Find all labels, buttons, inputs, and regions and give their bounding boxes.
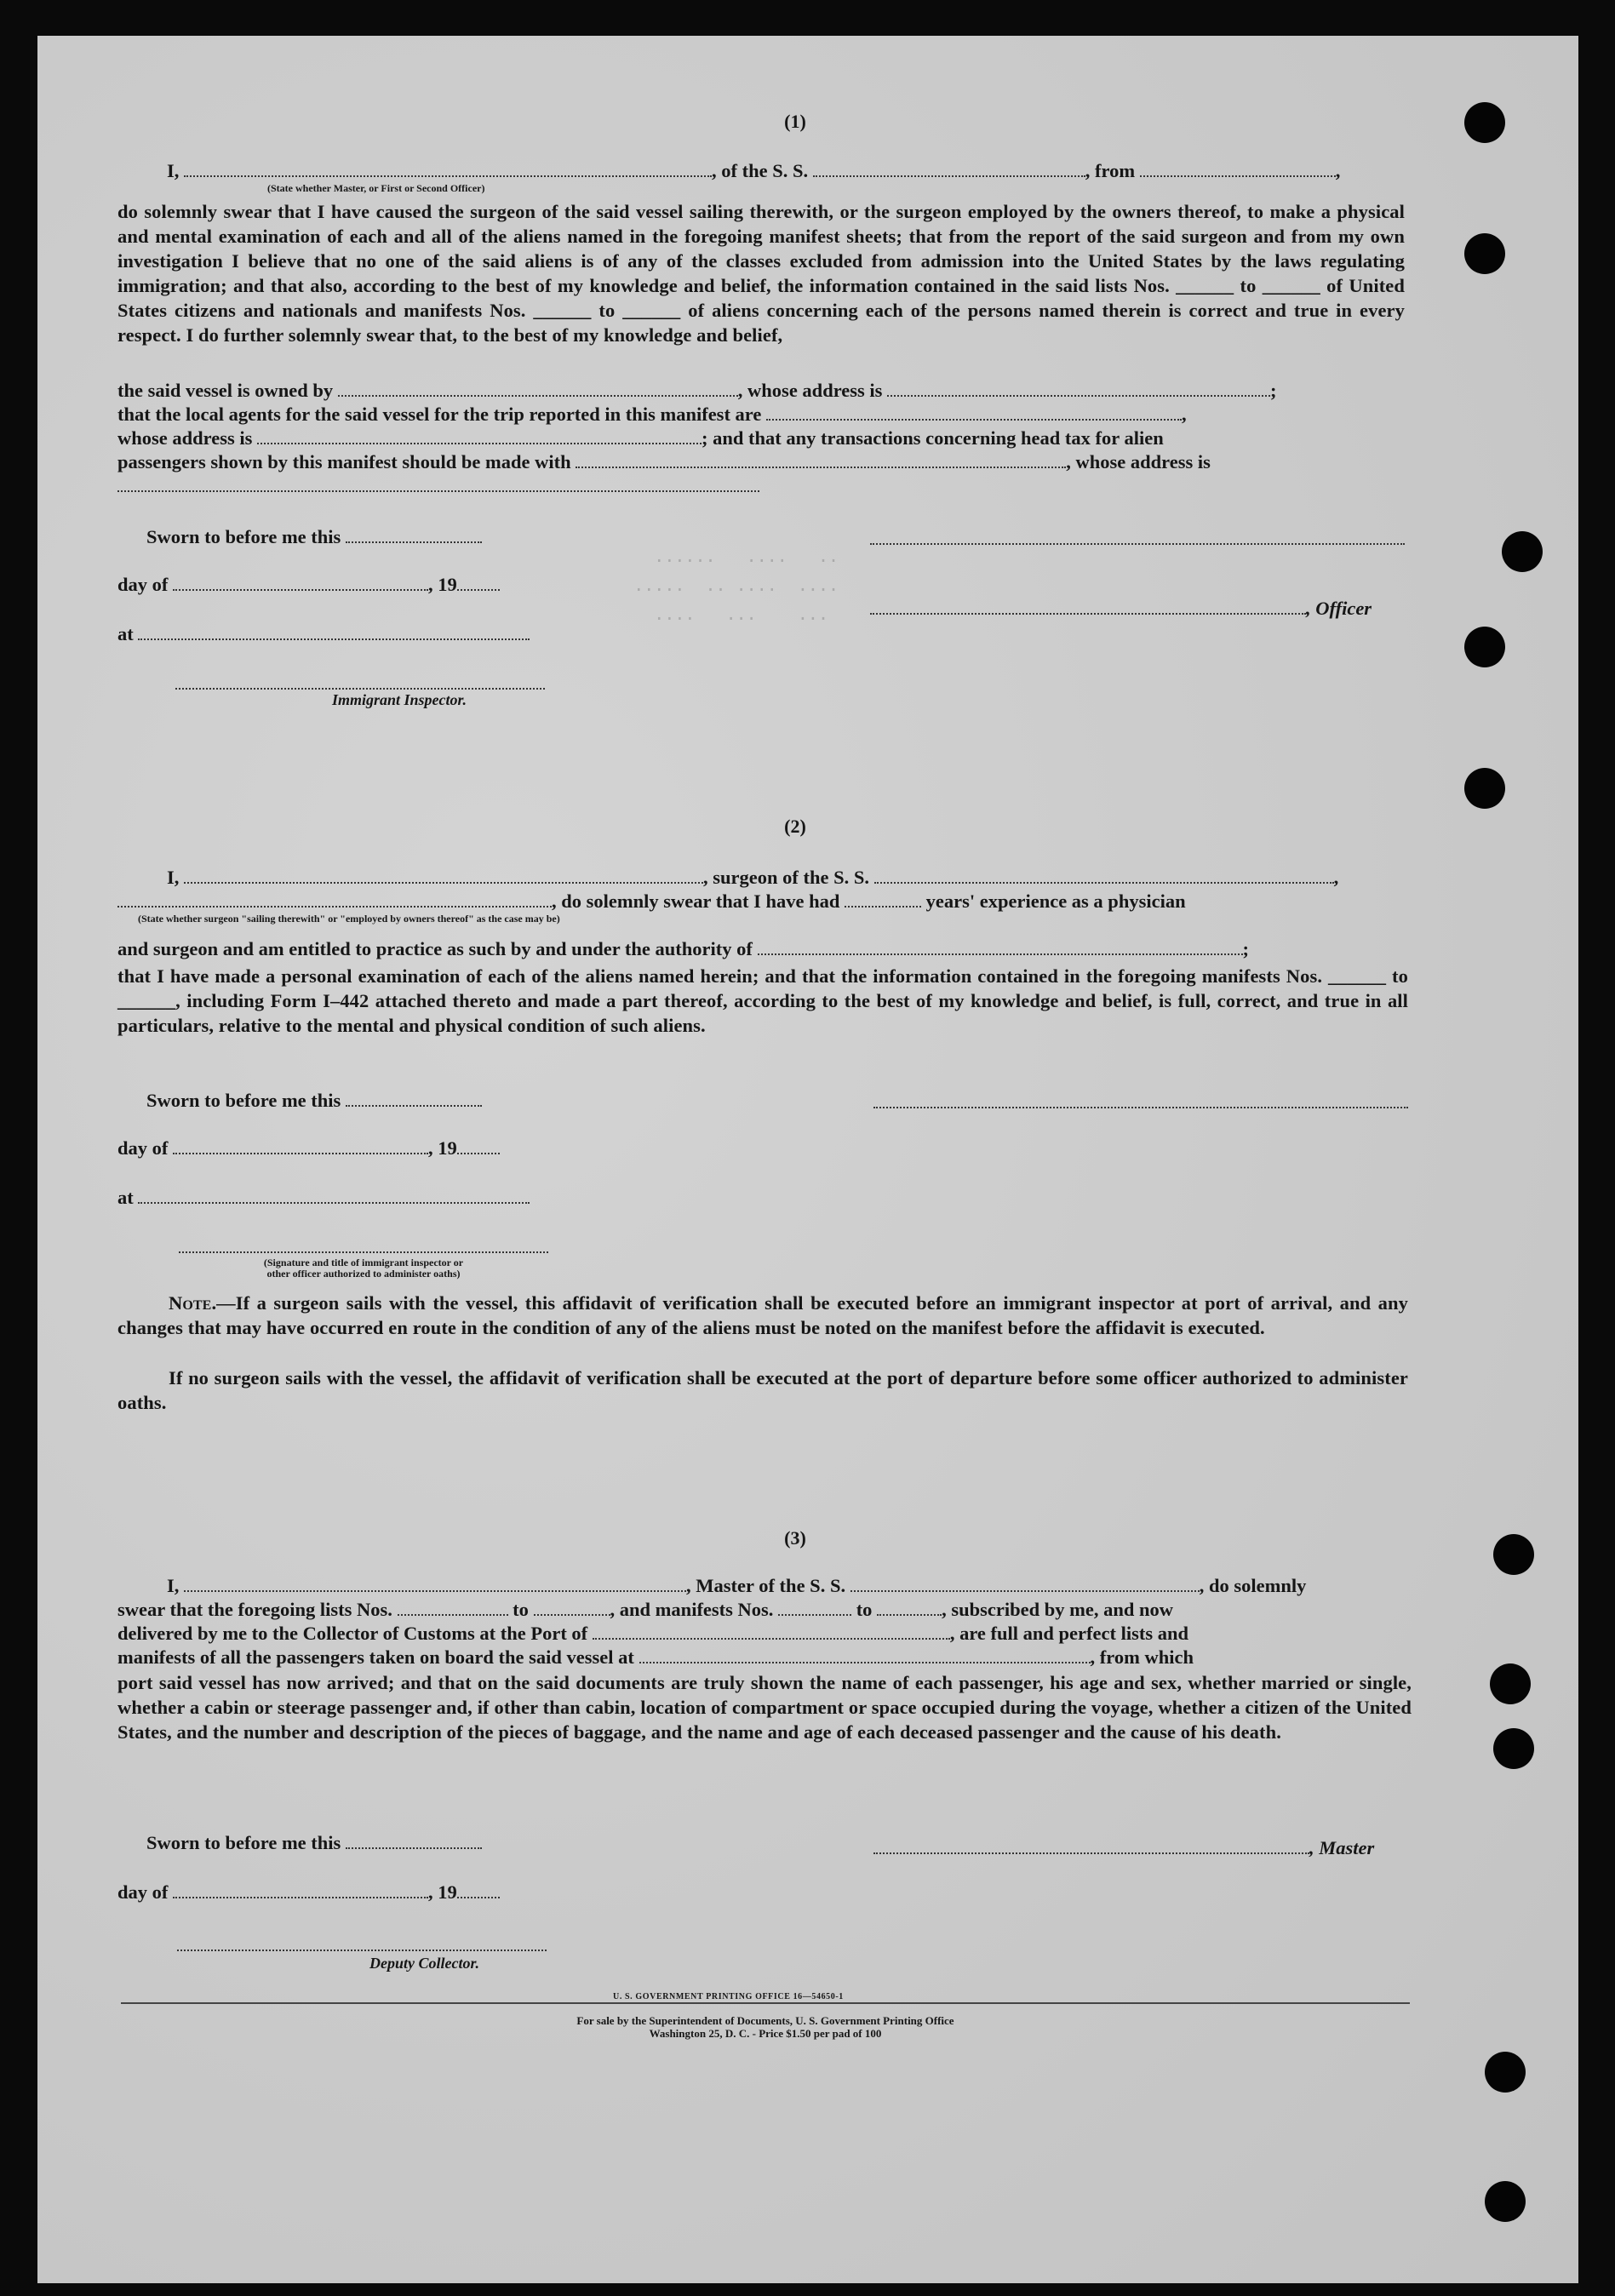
section-3-line-3: delivered by me to the Collector of Customs at the Port of , are full and perfect lists and	[117, 1623, 1189, 1644]
master-signature-line: , Master	[873, 1837, 1374, 1859]
section-3-line-2: swear that the foregoing lists Nos. to , and manifests Nos. to , subscribed by me, and now	[117, 1599, 1173, 1620]
punch-hole	[1502, 531, 1543, 572]
signature-note-2: other officer authorized to administer oaths)	[266, 1268, 461, 1280]
sale-line-2: Washington 25, D. C. - Price $1.50 per pad of 100	[649, 2027, 882, 2040]
sale-line-1: For sale by the Superintendent of Documents, U. S. Government Printing Office	[576, 2014, 954, 2027]
surgeon-signature-line[interactable]	[873, 1105, 1408, 1108]
form-page	[37, 36, 1578, 2283]
agents-address-line: whose address is ; and that any transactions concerning head tax for alien	[117, 427, 1164, 449]
note-paragraph: Note.—If a surgeon sails with the vessel, this affidavit of verification shall be executed before an immigrant inspector at port of arrival, and any changes that may have occurred en route in the condition of any of the aliens must be noted on the manifest before the affidavit is executed.	[117, 1292, 1408, 1338]
surgeon-note: (State whether surgeon "sailing therewith" or "employed by owners thereof" as the case may be)	[138, 913, 560, 925]
head-tax-line: passengers shown by this manifest should be made with , whose address is	[117, 451, 1211, 472]
signature-note-1: (Signature and title of immigrant inspector or	[263, 1257, 464, 1268]
punch-hole	[1464, 627, 1505, 667]
deputy-signature-line[interactable]	[177, 1948, 547, 1951]
day-of-line-1: day of , 19	[117, 574, 500, 596]
section-2-line-2: , do solemnly swear that I have had years' experience as a physician	[117, 890, 1186, 913]
footer-rule	[121, 2002, 1410, 2004]
inspector-signature-line[interactable]	[175, 686, 545, 690]
section-1-body: do solemnly swear that I have caused the surgeon of the said vessel sailing therewith, or the surgeon employed by the owners thereof, to make a physical and mental examination of each and all of the aliens named in the foregoing manifest sheets; that from the report of the said surgeon and from my own investigation I believe that no one of the said aliens is of any of the classes excluded from admission into the United States by the laws regulating immigration; and that also, according to the best of my knowledge and belief, the information contained in the said lists Nos. ______ to ______ of United States citizens and nationals and manifests Nos. ______ to ______ of aliens concerning each of the persons named therein is correct and true in every respect. I do further solemnly swear that, to the best of my knowledge and belief,	[117, 201, 1405, 346]
section-3-line-4: manifests of all the passengers taken on board the said vessel at , from which	[117, 1646, 1194, 1668]
officer-title-line: , Officer	[870, 598, 1372, 620]
sworn-line-2: Sworn to before me this	[146, 1090, 482, 1112]
section-2-line-1: I, , surgeon of the S. S. ,	[167, 867, 1339, 888]
at-line-2: at	[117, 1187, 530, 1209]
punch-hole	[1485, 2052, 1526, 2093]
address-continuation-line	[117, 489, 759, 492]
section-3-body: port said vessel has now arrived; and that on the said documents are truly shown the name of each passenger, his age and sex, whether married or single, whether a cabin or steerage passenger and, if other than cabin, location of compartment or space occupied during the voyage, whether a citizen of the United States, and the number and description of the pieces of baggage, and the name and age of each deceased passenger and the cause of his death.	[117, 1672, 1412, 1743]
at-line-1: at	[117, 623, 530, 645]
note-paragraph-2: If no surgeon sails with the vessel, the affidavit of verification shall be executed at the port of departure before some officer authorized to administer oaths.	[117, 1367, 1408, 1413]
punch-hole	[1493, 1728, 1534, 1769]
section-1-line-1: I, , of the S. S. , from ,	[167, 160, 1341, 181]
day-of-line-2: day of , 19	[117, 1137, 500, 1159]
punch-hole	[1485, 2181, 1526, 2222]
section-1-number: (1)	[784, 111, 806, 132]
local-agents-line: that the local agents for the said vessel for the trip reported in this manifest are ,	[117, 404, 1187, 425]
punch-hole	[1464, 233, 1505, 274]
section-3-number: (3)	[784, 1527, 806, 1549]
oath-officer-signature-line[interactable]	[179, 1250, 548, 1253]
bleed-through: ...... .... .. ..... .. .... .... .... ... ...	[633, 546, 839, 624]
officer-note: (State whether Master, or First or Second Officer)	[267, 182, 485, 194]
section-2-body: that I have made a personal examination of each of the aliens named herein; and that the information contained in the foregoing manifests Nos. ______ to ______, including Form I–442 attached thereto and made a part thereof, according to the best of my knowledge and belief, is full, correct, and true in all particulars, relative to the mental and physical condition of such aliens.	[117, 965, 1408, 1036]
section-3-line-1: I, , Master of the S. S. , do solemnly	[167, 1575, 1307, 1596]
punch-hole	[1464, 768, 1505, 809]
officer-signature-line[interactable]	[870, 541, 1405, 545]
section-2-number: (2)	[784, 816, 806, 837]
owned-by-line: the said vessel is owned by , whose address is ;	[117, 380, 1277, 401]
day-of-line-3: day of , 19	[117, 1881, 500, 1904]
inspector-label: Immigrant Inspector.	[332, 691, 467, 708]
gpo-imprint: U. S. GOVERNMENT PRINTING OFFICE 16—54650-1	[613, 1992, 844, 2001]
deputy-label: Deputy Collector.	[369, 1955, 479, 1972]
authority-line: and surgeon and am entitled to practice as such by and under the authority of ;	[117, 938, 1250, 959]
punch-hole	[1490, 1663, 1531, 1704]
sworn-line-1: Sworn to before me this	[146, 526, 482, 548]
sworn-line-3: Sworn to before me this	[146, 1832, 482, 1854]
